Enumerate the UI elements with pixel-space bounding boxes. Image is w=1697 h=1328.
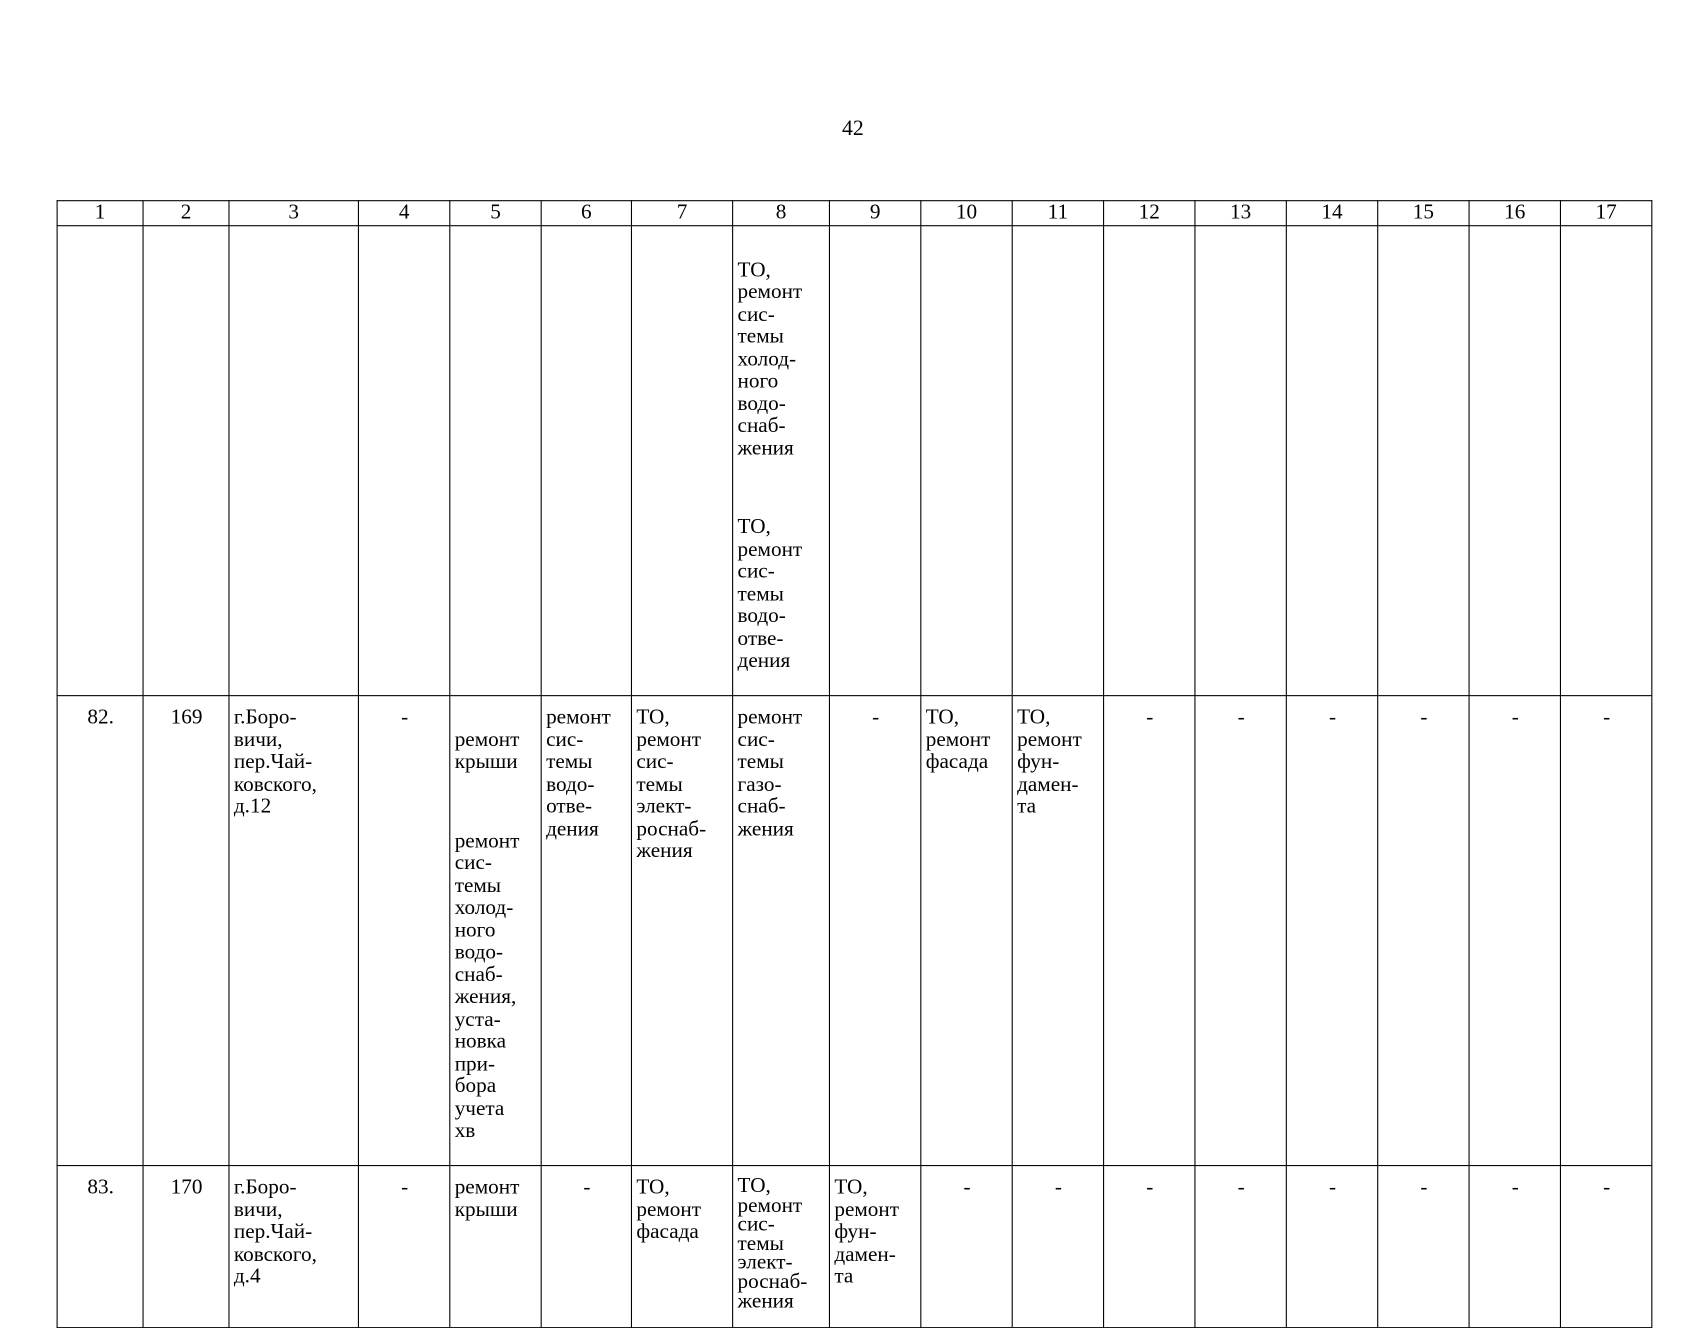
column-number: 8 xyxy=(733,201,830,226)
table-cell xyxy=(1104,226,1195,696)
table-cell xyxy=(1560,226,1651,696)
table-cell: - xyxy=(1286,1166,1377,1328)
column-number: 17 xyxy=(1560,201,1651,226)
table-cell: - xyxy=(1195,696,1286,1166)
work-item: ТО, ремонт сис- темы холод- ного водо- снаб- жения xyxy=(737,258,803,460)
column-number: 10 xyxy=(921,201,1012,226)
table-cell: - xyxy=(1560,1166,1651,1328)
column-number: 11 xyxy=(1012,201,1103,226)
column-number: 3 xyxy=(229,201,358,226)
address-cell: г.Боро- вичи, пер.Чай- ковского, д.4 xyxy=(229,1166,358,1328)
table-cell: ТО, ремонт фасада xyxy=(631,1166,732,1328)
table-row xyxy=(57,696,1652,1166)
table-cell: - xyxy=(1378,1166,1469,1328)
table-cell: - xyxy=(1469,696,1560,1166)
column-number: 14 xyxy=(1286,201,1377,226)
table-cell: ТО, ремонт фун- дамен- та xyxy=(1012,696,1103,1166)
address-cell: г.Боро- вичи, пер.Чай- ковского, д.12 xyxy=(229,696,358,1166)
row-code: 169 xyxy=(143,696,229,1166)
table-cell xyxy=(229,226,358,696)
column-number: 7 xyxy=(631,201,732,226)
table-cell xyxy=(1469,226,1560,696)
table-cell xyxy=(1286,226,1377,696)
work-item: ТО, ремонт сис- темы водо- отве- дения xyxy=(737,515,803,673)
table-cell xyxy=(1378,226,1469,696)
table-cell: - xyxy=(1195,1166,1286,1328)
table-cell xyxy=(829,226,920,696)
table-cell: ТО, ремонт фасада xyxy=(921,696,1012,1166)
row-number: 83. xyxy=(57,1166,143,1328)
table-cell: - xyxy=(1104,696,1195,1166)
table-cell: ремонт сис- темы водо- отве- дения xyxy=(541,696,631,1166)
work-item: ремонт сис- темы холод- ного водо- снаб- жения, уста- новка при- бора учета хв xyxy=(454,829,520,1143)
table-cell xyxy=(358,226,449,696)
column-number: 5 xyxy=(450,201,541,226)
table-cell xyxy=(450,226,541,696)
table-cell: - xyxy=(1104,1166,1195,1328)
table-cell: ремонт крыши xyxy=(450,1166,541,1328)
table-cell: ТО, ремонт сис- темы элект- роснаб- жения xyxy=(733,1166,830,1328)
table-cell: ТО, ремонт сис- темы элект- роснаб- жения xyxy=(631,696,732,1166)
table-cell: ТО, ремонт фун- дамен- та xyxy=(829,1166,920,1328)
table-cell xyxy=(631,226,732,696)
table-cell xyxy=(1195,226,1286,696)
table-cell xyxy=(541,226,631,696)
table-cell: ремонт сис- темы газо- снаб- жения xyxy=(733,696,830,1166)
works-table xyxy=(57,200,1653,1328)
table-row xyxy=(57,1166,1652,1328)
column-number: 6 xyxy=(541,201,631,226)
table-cell: - xyxy=(1286,696,1377,1166)
table-cell: - xyxy=(541,1166,631,1328)
table-cell: - xyxy=(358,1166,449,1328)
column-number: 4 xyxy=(358,201,449,226)
table-cell-work-type xyxy=(733,226,830,696)
table-cell-work-type xyxy=(450,696,541,1166)
table-row-continuation xyxy=(57,226,1652,696)
table-cell: - xyxy=(1378,696,1469,1166)
work-item: ремонт крыши xyxy=(454,728,520,774)
table-cell: - xyxy=(358,696,449,1166)
column-number: 9 xyxy=(829,201,920,226)
column-number: 2 xyxy=(143,201,229,226)
table-cell: - xyxy=(1012,1166,1103,1328)
column-number: 16 xyxy=(1469,201,1560,226)
column-number: 13 xyxy=(1195,201,1286,226)
table-cell xyxy=(57,226,143,696)
table-cell: - xyxy=(1560,696,1651,1166)
table-cell: - xyxy=(1469,1166,1560,1328)
page-number: 42 xyxy=(841,116,864,141)
column-number-header xyxy=(57,201,1652,226)
table-cell xyxy=(1012,226,1103,696)
table-cell: - xyxy=(829,696,920,1166)
row-code: 170 xyxy=(143,1166,229,1328)
row-number: 82. xyxy=(57,696,143,1166)
table-cell: - xyxy=(921,1166,1012,1328)
table-cell xyxy=(143,226,229,696)
column-number: 1 xyxy=(57,201,143,226)
column-number: 15 xyxy=(1378,201,1469,226)
column-number: 12 xyxy=(1104,201,1195,226)
table-cell xyxy=(921,226,1012,696)
